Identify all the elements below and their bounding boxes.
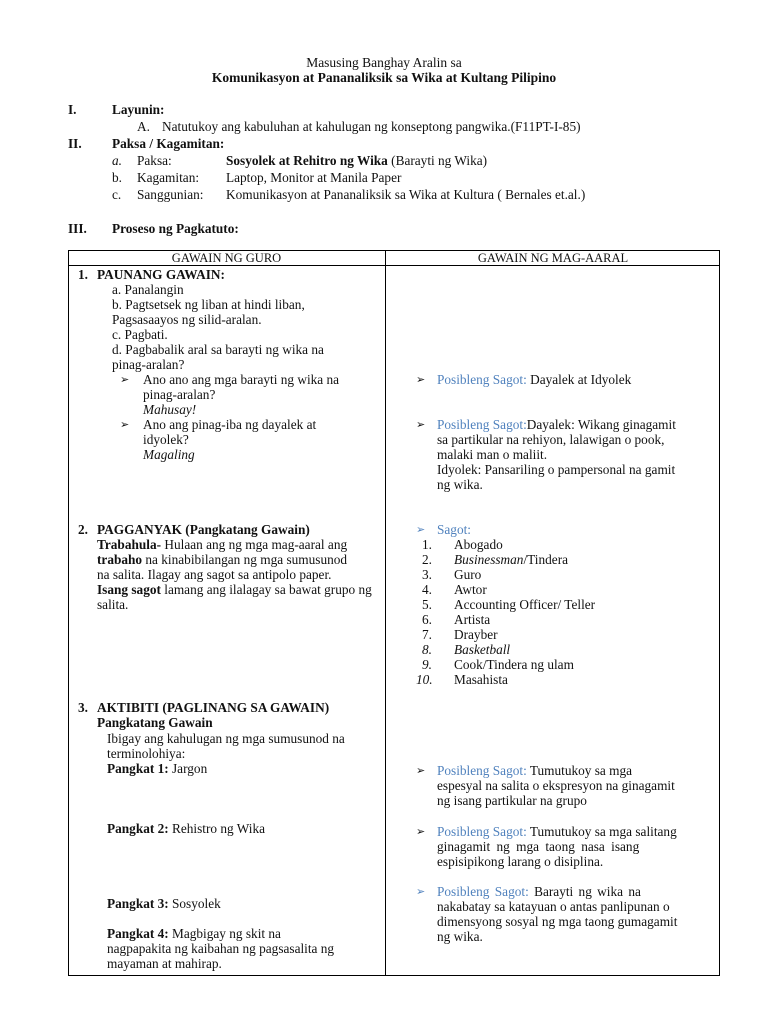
list-item-text: Masahista bbox=[454, 672, 508, 687]
kagamitan-label: b. bbox=[112, 170, 122, 185]
list-item: 5. bbox=[422, 597, 432, 612]
section-1-number: I. bbox=[68, 102, 77, 117]
part-2-desc-line5: salita. bbox=[97, 597, 129, 612]
list-item: 6. bbox=[422, 612, 432, 627]
answer-2-line1 bbox=[437, 417, 676, 432]
question-2-praise: Magaling bbox=[143, 447, 195, 462]
list-item: 1. bbox=[422, 537, 432, 552]
question-1-line2: pinag-aralan? bbox=[143, 387, 216, 402]
response-3-line2: nakabatay sa katayuan o antas panlipunan o bbox=[437, 899, 670, 914]
sanggunian-label: c. bbox=[112, 187, 122, 202]
trabahula-label: Trabahula- bbox=[97, 537, 162, 552]
list-item: 4. bbox=[422, 582, 432, 597]
document-title-line2: Komunikasyon at Pananaliksik sa Wika at Kultang Pilipino bbox=[211, 70, 557, 85]
group-4-line1 bbox=[107, 926, 281, 941]
list-item: 8. bbox=[422, 642, 432, 657]
response-2-line2: ginagamit ng mga taong nasa isang bbox=[437, 839, 640, 854]
part-3-title: AKTIBITI (PAGLINANG SA GAWAIN) bbox=[97, 700, 330, 715]
answer-2-line5: ng wika. bbox=[437, 477, 483, 492]
kagamitan-key: Kagamitan: bbox=[137, 170, 200, 185]
question-1-line1: Ano ano ang mga barayti ng wika na bbox=[143, 372, 340, 387]
response-3-label: Posibleng Sagot: bbox=[437, 884, 529, 899]
step-attendance-line1: b. Pagtsetsek ng liban at hindi liban, bbox=[112, 297, 305, 312]
group-1-topic: Jargon bbox=[168, 761, 208, 776]
part-1-title: PAUNANG GAWAIN: bbox=[97, 267, 225, 282]
part-3-instruction-line2: terminolohiya: bbox=[107, 746, 186, 761]
list-item: 10. bbox=[416, 672, 433, 687]
list-item-text: Cook/Tindera ng ulam bbox=[454, 657, 574, 672]
group-2-topic: Rehistro ng Wika bbox=[168, 821, 266, 836]
part-2-desc-line3: na salita. Ilagay ang sagot sa antipolo paper. bbox=[97, 567, 332, 582]
list-item: 9. bbox=[422, 657, 432, 672]
response-2-line3: espisipikong larang o disiplina. bbox=[437, 854, 604, 869]
group-2-label: Pangkat 2: bbox=[107, 821, 169, 836]
section-1-title: Layunin: bbox=[112, 102, 165, 117]
group-3-label: Pangkat 3: bbox=[107, 896, 169, 911]
list-item-text: Drayber bbox=[454, 627, 498, 642]
answers-label: Sagot: bbox=[437, 522, 471, 537]
list-item-text: Abogado bbox=[454, 537, 503, 552]
group-2 bbox=[107, 821, 265, 836]
list-item-text: Guro bbox=[454, 567, 482, 582]
response-3-text: Barayti ng wika na bbox=[528, 884, 641, 899]
response-1-label: Posibleng Sagot: bbox=[437, 763, 527, 778]
arrow-bullet-icon: ➢ bbox=[416, 764, 426, 777]
part-2-desc-line1-text: Hulaan ang ng mga mag-aaral ang bbox=[161, 537, 348, 552]
group-4-topic: Magbigay ng skit na bbox=[168, 926, 281, 941]
objective-label: A. bbox=[137, 119, 150, 134]
list-item: 3. bbox=[422, 567, 432, 582]
question-2-line1: Ano ang pinag-iba ng dayalek at bbox=[143, 417, 317, 432]
group-3 bbox=[107, 896, 221, 911]
group-3-topic: Sosyolek bbox=[168, 896, 221, 911]
list-item-text: Awtor bbox=[454, 582, 487, 597]
arrow-bullet-icon: ➢ bbox=[416, 373, 426, 386]
response-2-line1 bbox=[437, 824, 677, 839]
answer-2-label: Posibleng Sagot: bbox=[437, 417, 527, 432]
part-3-number: 3. bbox=[78, 700, 88, 715]
answer-1 bbox=[437, 372, 631, 387]
list-item: 7. bbox=[422, 627, 432, 642]
part-3-subtitle: Pangkatang Gawain bbox=[97, 715, 213, 730]
step-review-line1: d. Pagbabalik aral sa barayti ng wika na bbox=[112, 342, 324, 357]
step-pagbati: c. Pagbati. bbox=[112, 327, 168, 342]
section-2-title: Paksa / Kagamitan: bbox=[112, 136, 225, 151]
part-2-desc-line2 bbox=[97, 552, 347, 567]
response-3-line3: dimensyong sosyal ng mga taong gumagamit bbox=[437, 914, 678, 929]
response-2-label: Posibleng Sagot: bbox=[437, 824, 527, 839]
answer-2-line3: malaki man o maliit. bbox=[437, 447, 548, 462]
part-2-desc-line2-text: na kinabibilangan ng mga sumusunod bbox=[142, 552, 348, 567]
paksa-topic: Sosyolek at Rehitro ng Wika bbox=[226, 153, 388, 168]
part-2-title: PAGGANYAK (Pangkatang Gawain) bbox=[97, 522, 310, 537]
question-2-line2: idyolek? bbox=[143, 432, 189, 447]
trabaho-word: trabaho bbox=[97, 552, 143, 567]
answer-1-label: Posibleng Sagot: bbox=[437, 372, 527, 387]
group-1 bbox=[107, 761, 207, 776]
part-2-desc-line4-text: lamang ang ilalagay sa bawat grupo ng bbox=[160, 582, 372, 597]
column-header-teacher: GAWAIN NG GURO bbox=[171, 251, 282, 265]
sanggunian-value: Komunikasyon at Pananaliksik sa Wika at Kultura ( Bernales et.al.) bbox=[226, 187, 586, 202]
paksa-label: a. bbox=[112, 153, 122, 168]
part-1-number: 1. bbox=[78, 267, 88, 282]
step-panalangin: a. Panalangin bbox=[112, 282, 184, 297]
part-2-desc-line4 bbox=[97, 582, 372, 597]
answer-2-line2: sa partikular na rehiyon, lalawigan o pook, bbox=[437, 432, 665, 447]
arrow-bullet-icon: ➢ bbox=[120, 418, 130, 431]
arrow-bullet-icon: ➢ bbox=[416, 523, 426, 536]
part-2-desc-line1 bbox=[97, 537, 347, 552]
part-2-number: 2. bbox=[78, 522, 88, 537]
part-3-instruction-line1: Ibigay ang kahulugan ng mga sumusunod na bbox=[107, 731, 345, 746]
document-title-line1: Masusing Banghay Aralin sa bbox=[306, 55, 462, 70]
response-3-line4: ng wika. bbox=[437, 929, 483, 944]
step-attendance-line2: Pagsasaayos ng silid-aralan. bbox=[112, 312, 262, 327]
column-header-student: GAWAIN NG MAG-AARAL bbox=[477, 251, 629, 265]
response-1-line2: espesyal na salita o ekspresyon na ginagamit bbox=[437, 778, 675, 793]
response-2-text: Tumutukoy sa mga salitang bbox=[526, 824, 677, 839]
group-4-line2: nagpapakita ng kaibahan ng pagsasalita ng bbox=[107, 941, 335, 956]
arrow-bullet-icon: ➢ bbox=[416, 885, 426, 898]
paksa-topic-note: (Barayti ng Wika) bbox=[391, 153, 488, 168]
step-review-line2: pinag-aralan? bbox=[112, 357, 185, 372]
isang-sagot-word: Isang sagot bbox=[97, 582, 161, 597]
list-item-text: Basketball bbox=[454, 642, 511, 657]
group-4-label: Pangkat 4: bbox=[107, 926, 169, 941]
list-item-text: Businessman/Tindera bbox=[454, 552, 569, 567]
list-item: 2. bbox=[422, 552, 432, 567]
list-item-text: Artista bbox=[454, 612, 491, 627]
kagamitan-value: Laptop, Monitor at Manila Paper bbox=[226, 170, 402, 185]
response-1-line3: ng isang partikular na grupo bbox=[437, 793, 587, 808]
arrow-bullet-icon: ➢ bbox=[416, 825, 426, 838]
answer-2-line4: Idyolek: Pansariling o pampersonal na gamit bbox=[437, 462, 676, 477]
arrow-bullet-icon: ➢ bbox=[416, 418, 426, 431]
section-2-number: II. bbox=[68, 136, 82, 151]
question-1-praise: Mahusay! bbox=[143, 402, 197, 417]
list-item-text: Accounting Officer/ Teller bbox=[454, 597, 596, 612]
objective-text: Natutukoy ang kabuluhan at kahulugan ng konseptong pangwika.(F11PT-I-85) bbox=[162, 119, 581, 134]
group-4-line3: mayaman at mahirap. bbox=[107, 956, 222, 971]
paksa-value bbox=[226, 153, 487, 168]
response-1-line1 bbox=[437, 763, 632, 778]
response-1-text: Tumutukoy sa mga bbox=[526, 763, 633, 778]
arrow-bullet-icon: ➢ bbox=[120, 373, 130, 386]
section-3-title: Proseso ng Pagkatuto: bbox=[112, 221, 239, 236]
answer-2-text: Dayalek: Wikang ginagamit bbox=[526, 417, 676, 432]
group-1-label: Pangkat 1: bbox=[107, 761, 169, 776]
answer-1-text: Dayalek at Idyolek bbox=[530, 372, 632, 387]
response-3-line1 bbox=[437, 884, 641, 899]
section-3-number: III. bbox=[68, 221, 87, 236]
paksa-key: Paksa: bbox=[137, 153, 172, 168]
sanggunian-key: Sanggunian: bbox=[137, 187, 204, 202]
